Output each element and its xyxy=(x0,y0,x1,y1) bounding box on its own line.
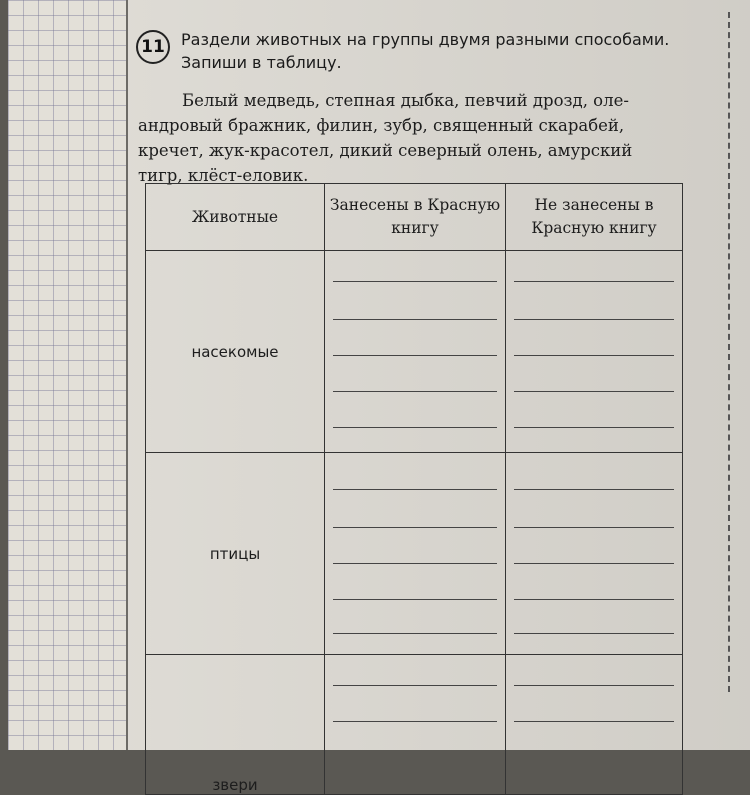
table-header-row xyxy=(146,184,683,251)
answer-cell-listed[interactable] xyxy=(325,453,506,655)
answer-cell-listed[interactable] xyxy=(325,655,506,795)
group-label-insects: насекомые xyxy=(146,251,325,453)
answer-cell-not-listed[interactable] xyxy=(506,453,683,655)
answer-cell-listed[interactable] xyxy=(325,251,506,453)
grid-margin xyxy=(8,0,128,750)
header-not-listed: Не занесены в Красную книгу xyxy=(506,184,683,251)
paragraph-line: кречет, жук-красотел, дикий северный олень, амурский xyxy=(138,141,633,160)
workbook-page xyxy=(8,0,750,794)
table-row xyxy=(146,251,683,453)
header-listed: Занесены в Красную книгу xyxy=(325,184,506,251)
instruction-line: Запиши в таблицу. xyxy=(181,53,342,72)
table-row xyxy=(146,453,683,655)
task-instruction xyxy=(181,28,721,74)
paragraph-line: Белый медведь, степная дыбка, певчий дрозд, оле- xyxy=(182,91,629,110)
answer-cell-not-listed[interactable] xyxy=(506,251,683,453)
header-animals: Животные xyxy=(146,184,325,251)
group-label-birds: птицы xyxy=(146,453,325,655)
classification-table xyxy=(145,183,683,795)
paragraph-line: тигр, клёст-еловик. xyxy=(138,166,309,185)
group-label-mammals: звери xyxy=(146,655,325,795)
table-row xyxy=(146,655,683,795)
animals-list-paragraph xyxy=(138,88,708,188)
instruction-line: Раздели животных на группы двумя разными способами. xyxy=(181,30,670,49)
dashed-cut-line xyxy=(728,12,730,692)
paragraph-line: андровый бражник, филин, зубр, священный скарабей, xyxy=(138,116,625,135)
answer-cell-not-listed[interactable] xyxy=(506,655,683,795)
task-number-badge: 11 xyxy=(136,30,170,64)
